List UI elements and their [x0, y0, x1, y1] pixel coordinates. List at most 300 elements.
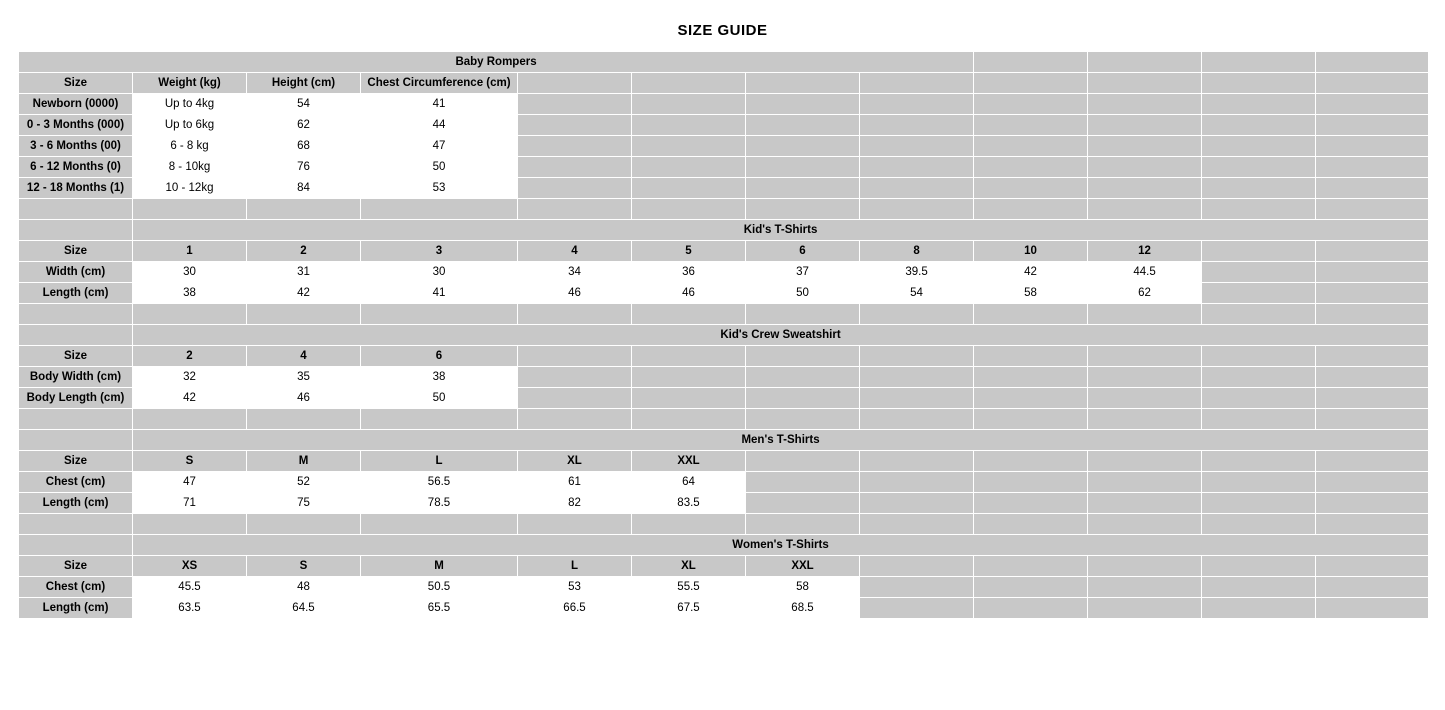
- empty-cell: [1316, 577, 1429, 598]
- empty-cell: [518, 157, 632, 178]
- section-spacer-row: [19, 409, 1429, 430]
- table-cell: 50: [361, 157, 518, 178]
- table-cell: 55.5: [632, 577, 746, 598]
- table-header-row: [19, 451, 1429, 472]
- empty-cell: [1316, 493, 1429, 514]
- row-header: 3 - 6 Months (00): [19, 136, 133, 157]
- table-cell: 84: [247, 178, 361, 199]
- table-cell: 37: [746, 262, 860, 283]
- empty-cell: [746, 115, 860, 136]
- empty-cell: [632, 304, 746, 325]
- empty-cell: [247, 514, 361, 535]
- empty-cell: [974, 136, 1088, 157]
- table-cell: 64.5: [247, 598, 361, 619]
- table-cell: 61: [518, 472, 632, 493]
- empty-cell: [1316, 304, 1429, 325]
- row-header: Length (cm): [19, 493, 133, 514]
- empty-cell: [361, 409, 518, 430]
- empty-cell: [1088, 493, 1202, 514]
- empty-cell: [518, 304, 632, 325]
- empty-cell: [19, 220, 133, 241]
- table-cell: Up to 6kg: [133, 115, 247, 136]
- column-header: M: [361, 556, 518, 577]
- empty-cell: [1088, 451, 1202, 472]
- table-cell: 32: [133, 367, 247, 388]
- empty-cell: [1202, 493, 1316, 514]
- column-header: 2: [247, 241, 361, 262]
- table-cell: 42: [133, 388, 247, 409]
- empty-cell: [1316, 115, 1429, 136]
- column-header: XXL: [746, 556, 860, 577]
- table-cell: 38: [133, 283, 247, 304]
- table-row: [19, 262, 1429, 283]
- table-row: [19, 178, 1429, 199]
- empty-cell: [632, 514, 746, 535]
- empty-cell: [1316, 262, 1429, 283]
- empty-cell: [974, 94, 1088, 115]
- column-header: M: [247, 451, 361, 472]
- empty-cell: [1088, 514, 1202, 535]
- empty-cell: [1202, 241, 1316, 262]
- table-cell: 38: [361, 367, 518, 388]
- empty-cell: [518, 73, 632, 94]
- empty-cell: [19, 199, 133, 220]
- empty-cell: [1316, 472, 1429, 493]
- empty-cell: [860, 346, 974, 367]
- empty-cell: [746, 199, 860, 220]
- empty-cell: [746, 388, 860, 409]
- empty-cell: [860, 199, 974, 220]
- column-header: L: [361, 451, 518, 472]
- empty-cell: [746, 136, 860, 157]
- empty-cell: [974, 409, 1088, 430]
- column-header: XS: [133, 556, 247, 577]
- empty-cell: [974, 514, 1088, 535]
- column-header: 3: [361, 241, 518, 262]
- row-header: Body Length (cm): [19, 388, 133, 409]
- table-cell: 45.5: [133, 577, 247, 598]
- empty-cell: [974, 451, 1088, 472]
- empty-cell: [974, 388, 1088, 409]
- row-header: Length (cm): [19, 283, 133, 304]
- empty-cell: [1088, 472, 1202, 493]
- empty-cell: [632, 199, 746, 220]
- empty-cell: [632, 178, 746, 199]
- empty-cell: [19, 409, 133, 430]
- table-row: [19, 493, 1429, 514]
- empty-cell: [1316, 73, 1429, 94]
- empty-cell: [974, 304, 1088, 325]
- table-header-row: [19, 73, 1429, 94]
- empty-cell: [1088, 157, 1202, 178]
- table-cell: 36: [632, 262, 746, 283]
- empty-cell: [1202, 94, 1316, 115]
- table-cell: 10 - 12kg: [133, 178, 247, 199]
- table-cell: 63.5: [133, 598, 247, 619]
- section-title: Kid's T-Shirts: [133, 220, 1429, 241]
- empty-cell: [1316, 556, 1429, 577]
- empty-cell: [518, 136, 632, 157]
- table-cell: 58: [974, 283, 1088, 304]
- table-cell: 42: [974, 262, 1088, 283]
- column-header: 4: [518, 241, 632, 262]
- table-cell: 68: [247, 136, 361, 157]
- empty-cell: [1316, 346, 1429, 367]
- page-title: SIZE GUIDE: [677, 22, 768, 39]
- table-row: [19, 367, 1429, 388]
- empty-cell: [1202, 262, 1316, 283]
- size-guide-table: [18, 51, 1429, 619]
- table-cell: 48: [247, 577, 361, 598]
- empty-cell: [974, 346, 1088, 367]
- column-header: Size: [19, 451, 133, 472]
- column-header: Size: [19, 346, 133, 367]
- table-cell: 6 - 8 kg: [133, 136, 247, 157]
- empty-cell: [1202, 283, 1316, 304]
- empty-cell: [1088, 136, 1202, 157]
- column-header: S: [247, 556, 361, 577]
- empty-cell: [1316, 451, 1429, 472]
- empty-cell: [1316, 388, 1429, 409]
- empty-cell: [974, 73, 1088, 94]
- empty-cell: [1316, 283, 1429, 304]
- empty-cell: [632, 367, 746, 388]
- empty-cell: [1088, 94, 1202, 115]
- table-cell: 39.5: [860, 262, 974, 283]
- table-cell: 65.5: [361, 598, 518, 619]
- empty-cell: [860, 367, 974, 388]
- empty-cell: [1088, 115, 1202, 136]
- empty-cell: [1202, 514, 1316, 535]
- empty-cell: [247, 199, 361, 220]
- table-cell: 47: [133, 472, 247, 493]
- empty-cell: [1202, 367, 1316, 388]
- empty-cell: [860, 94, 974, 115]
- section-title: Men's T-Shirts: [133, 430, 1429, 451]
- empty-cell: [974, 199, 1088, 220]
- empty-cell: [746, 94, 860, 115]
- table-row: [19, 283, 1429, 304]
- empty-cell: [1202, 178, 1316, 199]
- column-header: Height (cm): [247, 73, 361, 94]
- empty-cell: [19, 535, 133, 556]
- table-row: [19, 157, 1429, 178]
- empty-cell: [133, 304, 247, 325]
- table-cell: 44.5: [1088, 262, 1202, 283]
- empty-cell: [1202, 577, 1316, 598]
- section-title-row: [19, 430, 1429, 451]
- empty-cell: [361, 514, 518, 535]
- empty-cell: [974, 472, 1088, 493]
- section-title-row: [19, 325, 1429, 346]
- table-cell: 58: [746, 577, 860, 598]
- empty-cell: [247, 304, 361, 325]
- empty-cell: [1316, 199, 1429, 220]
- empty-cell: [860, 556, 974, 577]
- section-spacer-row: [19, 304, 1429, 325]
- row-header: Length (cm): [19, 598, 133, 619]
- column-header: 8: [860, 241, 974, 262]
- empty-cell: [518, 94, 632, 115]
- table-header-row: [19, 346, 1429, 367]
- table-cell: 68.5: [746, 598, 860, 619]
- empty-cell: [1088, 52, 1202, 73]
- empty-cell: [632, 409, 746, 430]
- section-title: Baby Rompers: [19, 52, 974, 73]
- empty-cell: [632, 73, 746, 94]
- column-header: Size: [19, 73, 133, 94]
- table-cell: 41: [361, 94, 518, 115]
- table-row: [19, 115, 1429, 136]
- empty-cell: [1316, 157, 1429, 178]
- table-cell: 62: [247, 115, 361, 136]
- row-header: Chest (cm): [19, 472, 133, 493]
- section-title-row: [19, 535, 1429, 556]
- empty-cell: [1088, 73, 1202, 94]
- table-cell: 46: [632, 283, 746, 304]
- empty-cell: [1202, 199, 1316, 220]
- empty-cell: [974, 598, 1088, 619]
- empty-cell: [860, 73, 974, 94]
- table-row: [19, 598, 1429, 619]
- table-cell: 42: [247, 283, 361, 304]
- empty-cell: [860, 115, 974, 136]
- empty-cell: [860, 598, 974, 619]
- empty-cell: [518, 115, 632, 136]
- empty-cell: [133, 409, 247, 430]
- column-header: XL: [632, 556, 746, 577]
- table-cell: 82: [518, 493, 632, 514]
- row-header: 6 - 12 Months (0): [19, 157, 133, 178]
- table-header-row: [19, 241, 1429, 262]
- empty-cell: [1202, 157, 1316, 178]
- empty-cell: [1316, 178, 1429, 199]
- empty-cell: [860, 514, 974, 535]
- section-title-row: [19, 52, 1429, 73]
- table-header-row: [19, 556, 1429, 577]
- column-header: Weight (kg): [133, 73, 247, 94]
- empty-cell: [1202, 73, 1316, 94]
- column-header: 4: [247, 346, 361, 367]
- table-cell: 56.5: [361, 472, 518, 493]
- empty-cell: [1202, 388, 1316, 409]
- column-header: L: [518, 556, 632, 577]
- empty-cell: [247, 409, 361, 430]
- empty-cell: [746, 514, 860, 535]
- empty-cell: [746, 304, 860, 325]
- column-header: S: [133, 451, 247, 472]
- empty-cell: [746, 346, 860, 367]
- empty-cell: [860, 493, 974, 514]
- table-cell: 50: [361, 388, 518, 409]
- section-title-row: [19, 220, 1429, 241]
- empty-cell: [1202, 472, 1316, 493]
- empty-cell: [974, 157, 1088, 178]
- empty-cell: [1088, 577, 1202, 598]
- empty-cell: [518, 367, 632, 388]
- empty-cell: [1088, 304, 1202, 325]
- table-cell: 41: [361, 283, 518, 304]
- column-header: 6: [746, 241, 860, 262]
- empty-cell: [1202, 451, 1316, 472]
- empty-cell: [361, 199, 518, 220]
- section-spacer-row: [19, 199, 1429, 220]
- empty-cell: [746, 178, 860, 199]
- empty-cell: [1202, 304, 1316, 325]
- empty-cell: [1088, 409, 1202, 430]
- row-header: Newborn (0000): [19, 94, 133, 115]
- empty-cell: [19, 430, 133, 451]
- section-title: Kid's Crew Sweatshirt: [133, 325, 1429, 346]
- empty-cell: [746, 472, 860, 493]
- empty-cell: [361, 304, 518, 325]
- table-cell: 53: [361, 178, 518, 199]
- empty-cell: [518, 346, 632, 367]
- table-cell: 47: [361, 136, 518, 157]
- empty-cell: [518, 178, 632, 199]
- empty-cell: [1088, 346, 1202, 367]
- row-header: Body Width (cm): [19, 367, 133, 388]
- empty-cell: [1088, 178, 1202, 199]
- empty-cell: [19, 325, 133, 346]
- table-cell: 35: [247, 367, 361, 388]
- empty-cell: [974, 577, 1088, 598]
- empty-cell: [746, 409, 860, 430]
- empty-cell: [860, 451, 974, 472]
- empty-cell: [746, 367, 860, 388]
- table-cell: 83.5: [632, 493, 746, 514]
- empty-cell: [632, 388, 746, 409]
- table-cell: 54: [247, 94, 361, 115]
- empty-cell: [1316, 136, 1429, 157]
- empty-cell: [1202, 598, 1316, 619]
- empty-cell: [1088, 199, 1202, 220]
- empty-cell: [632, 157, 746, 178]
- empty-cell: [1202, 136, 1316, 157]
- table-cell: 62: [1088, 283, 1202, 304]
- empty-cell: [1202, 115, 1316, 136]
- section-title: Women's T-Shirts: [133, 535, 1429, 556]
- empty-cell: [974, 493, 1088, 514]
- table-row: [19, 577, 1429, 598]
- table-cell: 30: [133, 262, 247, 283]
- table-cell: 52: [247, 472, 361, 493]
- empty-cell: [746, 451, 860, 472]
- column-header: XXL: [632, 451, 746, 472]
- table-row: [19, 388, 1429, 409]
- row-header: Chest (cm): [19, 577, 133, 598]
- empty-cell: [632, 346, 746, 367]
- empty-cell: [1316, 52, 1429, 73]
- empty-cell: [1202, 409, 1316, 430]
- empty-cell: [518, 409, 632, 430]
- empty-cell: [1316, 94, 1429, 115]
- empty-cell: [860, 577, 974, 598]
- table-cell: 71: [133, 493, 247, 514]
- column-header: 1: [133, 241, 247, 262]
- empty-cell: [1316, 367, 1429, 388]
- empty-cell: [1202, 52, 1316, 73]
- empty-cell: [1316, 241, 1429, 262]
- empty-cell: [19, 514, 133, 535]
- column-header: 10: [974, 241, 1088, 262]
- empty-cell: [746, 73, 860, 94]
- table-cell: 30: [361, 262, 518, 283]
- table-cell: 75: [247, 493, 361, 514]
- table-cell: 53: [518, 577, 632, 598]
- row-header: 12 - 18 Months (1): [19, 178, 133, 199]
- table-cell: 50: [746, 283, 860, 304]
- table-cell: 31: [247, 262, 361, 283]
- column-header: Size: [19, 241, 133, 262]
- table-row: [19, 94, 1429, 115]
- table-cell: Up to 4kg: [133, 94, 247, 115]
- table-row: [19, 136, 1429, 157]
- column-header: Size: [19, 556, 133, 577]
- empty-cell: [860, 136, 974, 157]
- empty-cell: [974, 52, 1088, 73]
- table-cell: 66.5: [518, 598, 632, 619]
- table-cell: 34: [518, 262, 632, 283]
- empty-cell: [632, 136, 746, 157]
- empty-cell: [860, 472, 974, 493]
- empty-cell: [1316, 409, 1429, 430]
- empty-cell: [860, 304, 974, 325]
- empty-cell: [860, 157, 974, 178]
- table-cell: 64: [632, 472, 746, 493]
- empty-cell: [974, 367, 1088, 388]
- empty-cell: [974, 115, 1088, 136]
- column-header: Chest Circumference (cm): [361, 73, 518, 94]
- table-cell: 8 - 10kg: [133, 157, 247, 178]
- row-header: 0 - 3 Months (000): [19, 115, 133, 136]
- column-header: 2: [133, 346, 247, 367]
- column-header: 5: [632, 241, 746, 262]
- column-header: 6: [361, 346, 518, 367]
- empty-cell: [19, 304, 133, 325]
- empty-cell: [746, 493, 860, 514]
- empty-cell: [974, 556, 1088, 577]
- empty-cell: [860, 388, 974, 409]
- empty-cell: [133, 199, 247, 220]
- empty-cell: [1202, 556, 1316, 577]
- empty-cell: [974, 178, 1088, 199]
- empty-cell: [518, 199, 632, 220]
- empty-cell: [1088, 556, 1202, 577]
- table-cell: 76: [247, 157, 361, 178]
- table-cell: 50.5: [361, 577, 518, 598]
- empty-cell: [1088, 388, 1202, 409]
- table-cell: 54: [860, 283, 974, 304]
- empty-cell: [860, 409, 974, 430]
- table-cell: 78.5: [361, 493, 518, 514]
- section-spacer-row: [19, 514, 1429, 535]
- empty-cell: [1202, 346, 1316, 367]
- empty-cell: [746, 157, 860, 178]
- table-cell: 44: [361, 115, 518, 136]
- empty-cell: [1088, 598, 1202, 619]
- empty-cell: [632, 115, 746, 136]
- empty-cell: [860, 178, 974, 199]
- empty-cell: [518, 388, 632, 409]
- table-cell: 46: [518, 283, 632, 304]
- empty-cell: [632, 94, 746, 115]
- table-cell: 46: [247, 388, 361, 409]
- column-header: XL: [518, 451, 632, 472]
- empty-cell: [518, 514, 632, 535]
- column-header: 12: [1088, 241, 1202, 262]
- empty-cell: [1316, 514, 1429, 535]
